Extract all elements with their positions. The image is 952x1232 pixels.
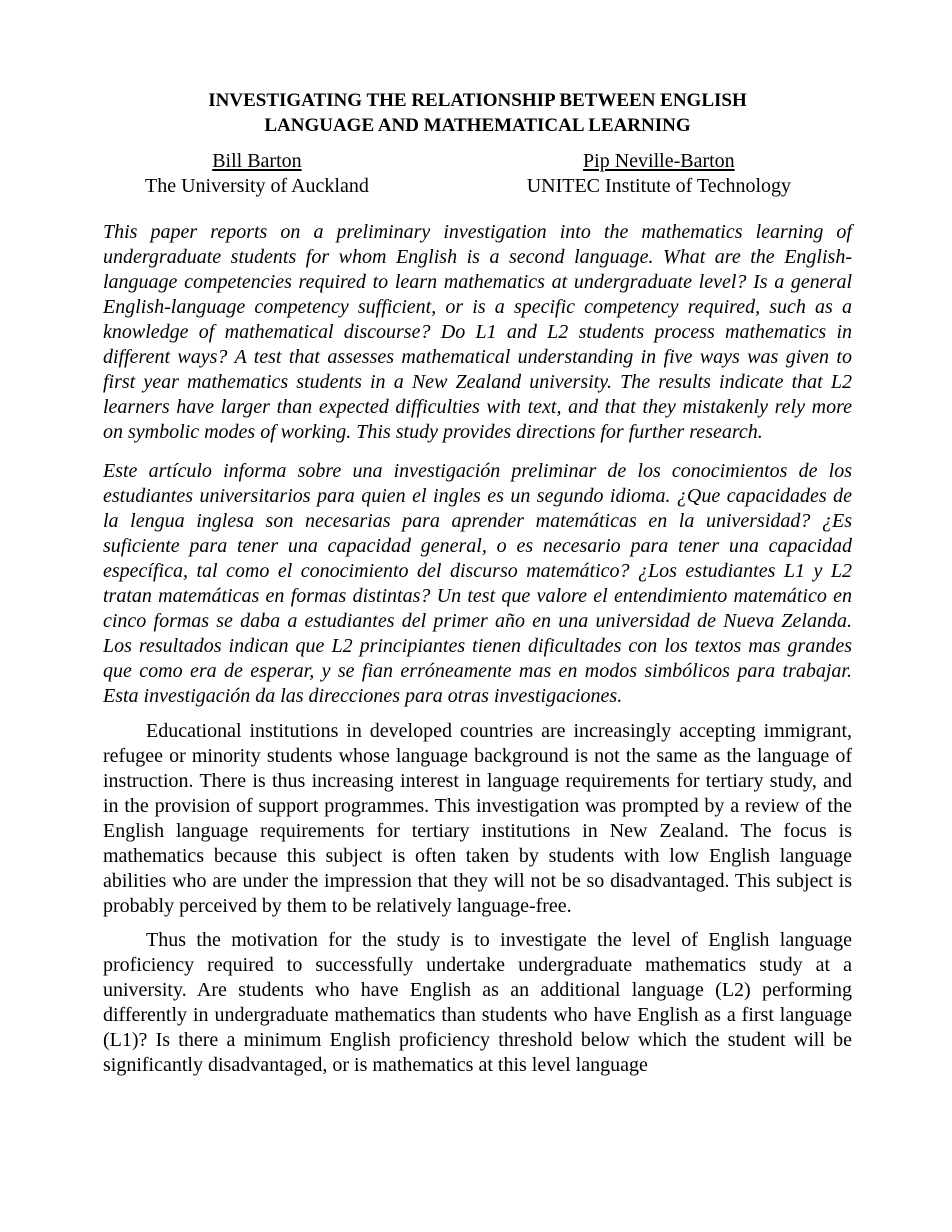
body-paragraph: Thus the motivation for the study is to investigate the level of English language proficiency required to successfully undertake undergraduate mathematics study at a university. Are students who have English as an additional language (L2) performing differently in undergraduate mathematics than students who have English as a first language (L1)? Is there a minimum English proficiency threshold below which the student will be significantly disadvantaged, or is mathematics at this level language (103, 929, 852, 1076)
author-affiliation: UNITEC Institute of Technology (526, 175, 791, 197)
title-line-2: LANGUAGE AND MATHEMATICAL LEARNING (264, 115, 691, 136)
body-paragraph: Educational institutions in developed countries are increasingly accepting immigrant, refugee or minority students whose language background is not the same as the language of instruction. There is thus increasing interest in language requirements for tertiary study, and in the provision of support programmes. This investigation was prompted by a review of the English language requirements for tertiary institutions in New Zealand. The focus is mathematics because this subject is often taken by students with low English language abilities who are under the impression that they will not be so disadvantaged. This subject is probably perceived by them to be relatively language-free. (103, 720, 852, 917)
author-affiliation: The University of Auckland (145, 175, 369, 197)
author-name: Pip Neville-Barton (583, 150, 735, 172)
author-name: Bill Barton (212, 150, 302, 172)
author-block (103, 149, 852, 199)
paper-title (103, 88, 852, 138)
abstract-spanish: Este artículo informa sobre una investigación preliminar de los conocimientos de los estudiantes universitarios para quien el ingles es un segundo idioma. ¿Que capacidades de la lengua inglesa son necesarias para aprender matemáticas en la universidad? ¿Es suficiente para tener una capacidad general, o es necesario para tener una capacidad específica, tal como el conocimiento del discurso matemático? ¿Los estudiantes L1 y L2 tratan matemáticas en formas distintas? Un test que valore el entendimiento matemático en cinco formas se daba a estudiantes del primer año en una universidad de Nueva Zelanda. Los resultados indican que L2 principiantes tienen dificultades con los textos mas grandes que como era de esperar, y se fian erróneamente mas en modos simbólicos para trabajar. Esta investigación da las direcciones para otras investigaciones. (103, 460, 852, 707)
author-2 (527, 149, 791, 199)
title-line-1: INVESTIGATING THE RELATIONSHIP BETWEEN ENGLISH (208, 90, 747, 111)
paper-page (103, 88, 852, 1078)
author-1 (145, 149, 369, 199)
abstract-english: This paper reports on a preliminary investigation into the mathematics learning of undergraduate students for whom English is a second language. What are the English-language competencies required to learn mathematics at undergraduate level? Is a general English-language competency sufficient, or is a specific competency required, such as a knowledge of mathematical discourse? Do L1 and L2 students process mathematics in different ways? A test that assesses mathematical understanding in five ways was given to first year mathematics students in a New Zealand university. The results indicate that L2 learners have larger than expected difficulties with text, and that they mistakenly rely more on symbolic modes of working. This study provides directions for further research. (103, 221, 852, 443)
